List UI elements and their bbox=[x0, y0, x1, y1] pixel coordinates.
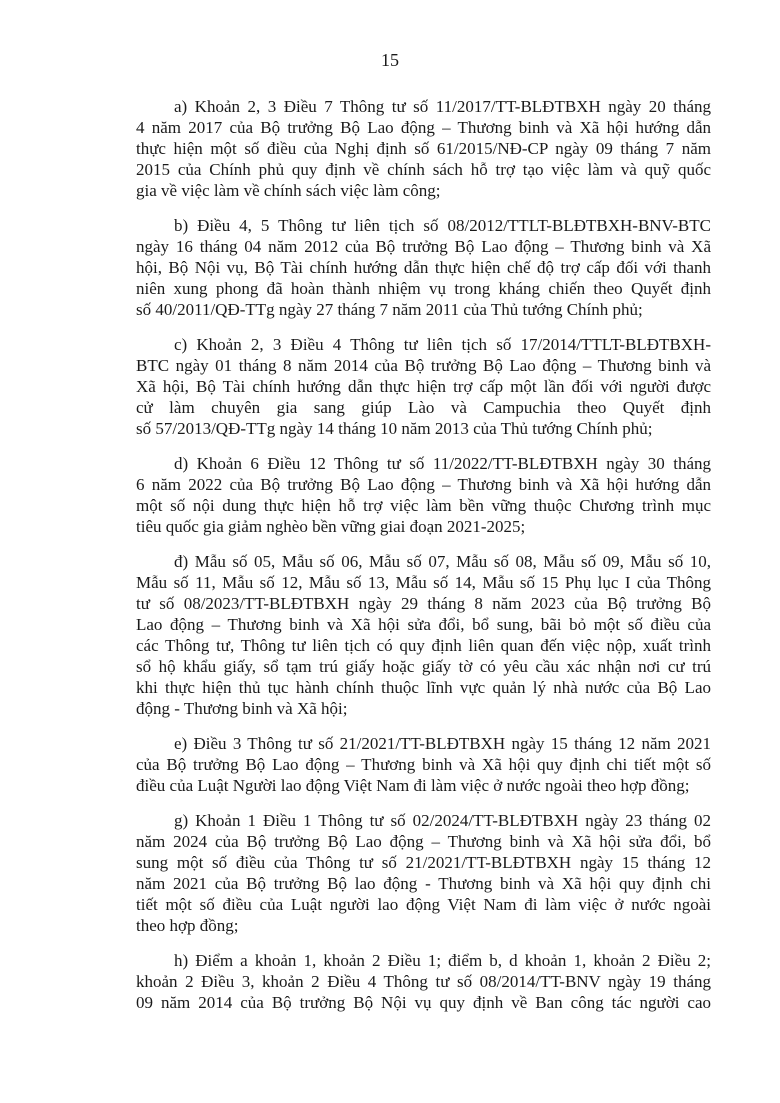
paragraph-line: khi thực hiện thủ tục hành chính thuộc lĩnh vực quản lý nhà nước của Bộ Lao bbox=[136, 678, 711, 697]
paragraph-line: 4 năm 2017 của Bộ trưởng Bộ Lao động – Thương binh và Xã hội hướng dẫn bbox=[136, 118, 711, 137]
paragraph-line: sổ hộ khẩu giấy, sổ tạm trú giấy hoặc giấy tờ có yêu cầu xác nhận nơi cư trú bbox=[136, 657, 711, 676]
paragraph-line: tiết một số điều của Luật người lao động Việt Nam đi làm việc ở nước ngoài bbox=[136, 895, 711, 914]
paragraph bbox=[136, 453, 711, 537]
paragraph-line: 6 năm 2022 của Bộ trưởng Bộ Lao động – Thương binh và Xã hội hướng dẫn bbox=[136, 475, 711, 494]
paragraph-line: d) Khoản 6 Điều 12 Thông tư số 11/2022/TT-BLĐTBXH ngày 30 tháng bbox=[174, 454, 711, 473]
paragraph-line: ngày 16 tháng 04 năm 2012 của Bộ trưởng Bộ Lao động – Thương binh và Xã bbox=[136, 237, 711, 256]
paragraph bbox=[136, 334, 711, 439]
paragraph-line: số 57/2013/QĐ-TTg ngày 14 tháng 10 năm 2013 của Thủ tướng Chính phủ; bbox=[136, 419, 653, 438]
paragraph-line: Lao động – Thương binh và Xã hội sửa đổi, bổ sung, bãi bỏ một số điều của bbox=[136, 615, 711, 634]
page-number: 15 bbox=[381, 50, 399, 70]
paragraph-line: số 40/2011/QĐ-TTg ngày 27 tháng 7 năm 2011 của Thủ tướng Chính phủ; bbox=[136, 300, 643, 319]
paragraph-line: khoản 2 Điều 3, khoản 2 Điều 4 Thông tư số 08/2014/TT-BNV ngày 19 tháng bbox=[136, 972, 711, 991]
paragraph-line: một số nội dung thực hiện hỗ trợ việc làm bền vững thuộc Chương trình mục bbox=[136, 496, 711, 515]
paragraph bbox=[136, 551, 711, 719]
paragraph bbox=[136, 733, 711, 796]
paragraph-line: thực hiện một số điều của Nghị định số 61/2015/NĐ-CP ngày 09 tháng 7 năm bbox=[136, 139, 711, 158]
paragraph-line: của Bộ trưởng Bộ Lao động – Thương binh và Xã hội quy định chi tiết một số bbox=[136, 755, 711, 774]
paragraph-line: cử làm chuyên gia sang giúp Lào và Campuchia theo Quyết định bbox=[136, 398, 711, 417]
paragraph-line: Xã hội, Bộ Tài chính hướng dẫn thực hiện trợ cấp một lần đối với người được bbox=[136, 377, 711, 396]
paragraph-line: h) Điểm a khoản 1, khoản 2 Điều 1; điểm b, d khoản 1, khoản 2 Điều 2; bbox=[174, 951, 711, 970]
paragraph-line: tư số 08/2023/TT-BLĐTBXH ngày 29 tháng 8 năm 2023 của Bộ trưởng Bộ bbox=[136, 594, 711, 613]
paragraph-line: c) Khoản 2, 3 Điều 4 Thông tư liên tịch số 17/2014/TTLT-BLĐTBXH- bbox=[174, 335, 711, 354]
paragraph-line: niên xung phong đã hoàn thành nhiệm vụ trong kháng chiến theo Quyết định bbox=[136, 279, 711, 298]
paragraph bbox=[136, 215, 711, 320]
paragraph-line: gia về việc làm về chính sách việc làm công; bbox=[136, 181, 441, 200]
paragraph bbox=[136, 96, 711, 201]
paragraph-line: a) Khoản 2, 3 Điều 7 Thông tư số 11/2017/TT-BLĐTBXH ngày 20 tháng bbox=[174, 97, 711, 116]
paragraph bbox=[136, 950, 711, 1013]
paragraph-line: sung một số điều của Thông tư số 21/2021/TT-BLĐTBXH ngày 15 tháng 12 bbox=[136, 853, 711, 872]
paragraph-line: các Thông tư, Thông tư liên tịch có quy định liên quan đến việc nộp, xuất trình bbox=[136, 636, 711, 655]
paragraph-line: g) Khoản 1 Điều 1 Thông tư số 02/2024/TT-BLĐTBXH ngày 23 tháng 02 bbox=[174, 811, 711, 830]
paragraph-line: năm 2021 của Bộ trưởng Bộ lao động - Thương binh và Xã hội quy định chi bbox=[136, 874, 711, 893]
paragraph-line: Mẫu số 11, Mẫu số 12, Mẫu số 13, Mẫu số 14, Mẫu số 15 Phụ lục I của Thông bbox=[136, 573, 711, 592]
document-body bbox=[136, 96, 711, 1027]
paragraph-line: 09 năm 2014 của Bộ trưởng Bộ Nội vụ quy định về Ban công tác người cao bbox=[136, 993, 711, 1012]
paragraph-line: e) Điều 3 Thông tư số 21/2021/TT-BLĐTBXH ngày 15 tháng 12 năm 2021 bbox=[174, 734, 711, 753]
paragraph-line: đ) Mẫu số 05, Mẫu số 06, Mẫu số 07, Mẫu số 08, Mẫu số 09, Mẫu số 10, bbox=[174, 552, 711, 571]
paragraph-line: BTC ngày 01 tháng 8 năm 2014 của Bộ trưởng Bộ Lao động – Thương binh và bbox=[136, 356, 711, 375]
paragraph-line: điều của Luật Người lao động Việt Nam đi làm việc ở nước ngoài theo hợp đồng; bbox=[136, 776, 690, 795]
paragraph-line: hội, Bộ Nội vụ, Bộ Tài chính hướng dẫn thực hiện chế độ trợ cấp đối với thanh bbox=[136, 258, 711, 277]
paragraph-line: theo hợp đồng; bbox=[136, 916, 239, 935]
paragraph-line: 2015 của Chính phủ quy định về chính sách hỗ trợ tạo việc làm và quỹ quốc bbox=[136, 160, 711, 179]
paragraph bbox=[136, 810, 711, 936]
paragraph-line: tiêu quốc gia giảm nghèo bền vững giai đoạn 2021-2025; bbox=[136, 517, 526, 536]
paragraph-line: năm 2024 của Bộ trưởng Bộ Lao động – Thương binh và Xã hội sửa đổi, bổ bbox=[136, 832, 711, 851]
paragraph-line: động - Thương binh và Xã hội; bbox=[136, 699, 348, 718]
paragraph-line: b) Điều 4, 5 Thông tư liên tịch số 08/2012/TTLT-BLĐTBXH-BNV-BTC bbox=[174, 216, 711, 235]
